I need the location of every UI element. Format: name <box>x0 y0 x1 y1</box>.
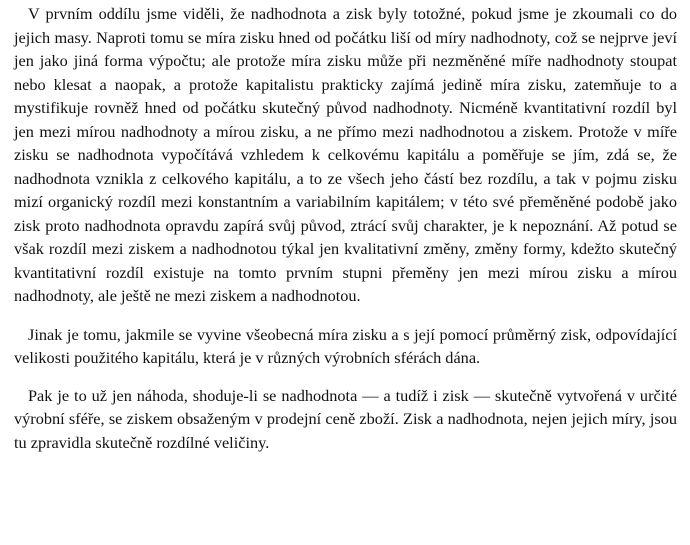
paragraph-2: Jinak je tomu, jakmile se vyvine všeobecná míra zisku a s její pomocí průměrný zisk, odpovídající velikosti použitého kapitálu, která je v různých výrobních sférách dána. <box>14 324 677 367</box>
paragraph-3: Pak je to už jen náhoda, shoduje-li se nadhodnota — a tudíž i zisk — skutečně vytvořená v určité výrobní sféře, se ziskem obsaženým v prodejní ceně zboží. Zisk a nadhodnota, nejen jejich míry, jsou tu zpravidla skutečně rozdílné veličiny. <box>14 385 677 452</box>
document-page <box>14 2 677 454</box>
paragraph-1: V prvním oddílu jsme viděli, že nadhodnota a zisk byly totožné, pokud jsme je zkoumali co do jejich masy. Naproti tomu se míra zisku hned od počátku liší od míry nadhodnoty, což se nejprve jeví jen jako jiná forma výpočtu; ale protože míra zisku může při nezměněné míře nadhodnoty stoupat nebo klesat a naopak, a protože kapitalistu prakticky zajímá jedině míra zisku, zatemňuje to a mystifikuje rovněž hned od počátku skutečný původ nadhodnoty. Nicméně kvantitativní rozdíl byl jen mezi mírou nadhodnoty a mírou zisku, a ne přímo mezi nadhodnotou a ziskem. Protože v míře zisku se nadhodnota vypočítává vzhledem k celkovému kapitálu a poměřuje se jím, zdá se, že nadhodnota vznikla z celkového kapitálu, a to ze všech jeho částí bez rozdílu, a tak v pojmu zisku mizí organický rozdíl mezi konstantním a variabilním kapitálem; v této své přeměněné podobě jako zisk proto nadhodnota opravdu zapírá svůj původ, ztrácí svůj charakter, je k nepoznání. Až potud se však rozdíl mezi ziskem a nadhodnotou týkal jen kvalitativní změny, změny formy, kdežto skutečný kvantitativní rozdíl existuje na tomto prvním stupni přeměny jen mezi mírou zisku a mírou nadhodnoty, ale ještě ne mezi ziskem a nadhodnotou. <box>14 4 677 305</box>
